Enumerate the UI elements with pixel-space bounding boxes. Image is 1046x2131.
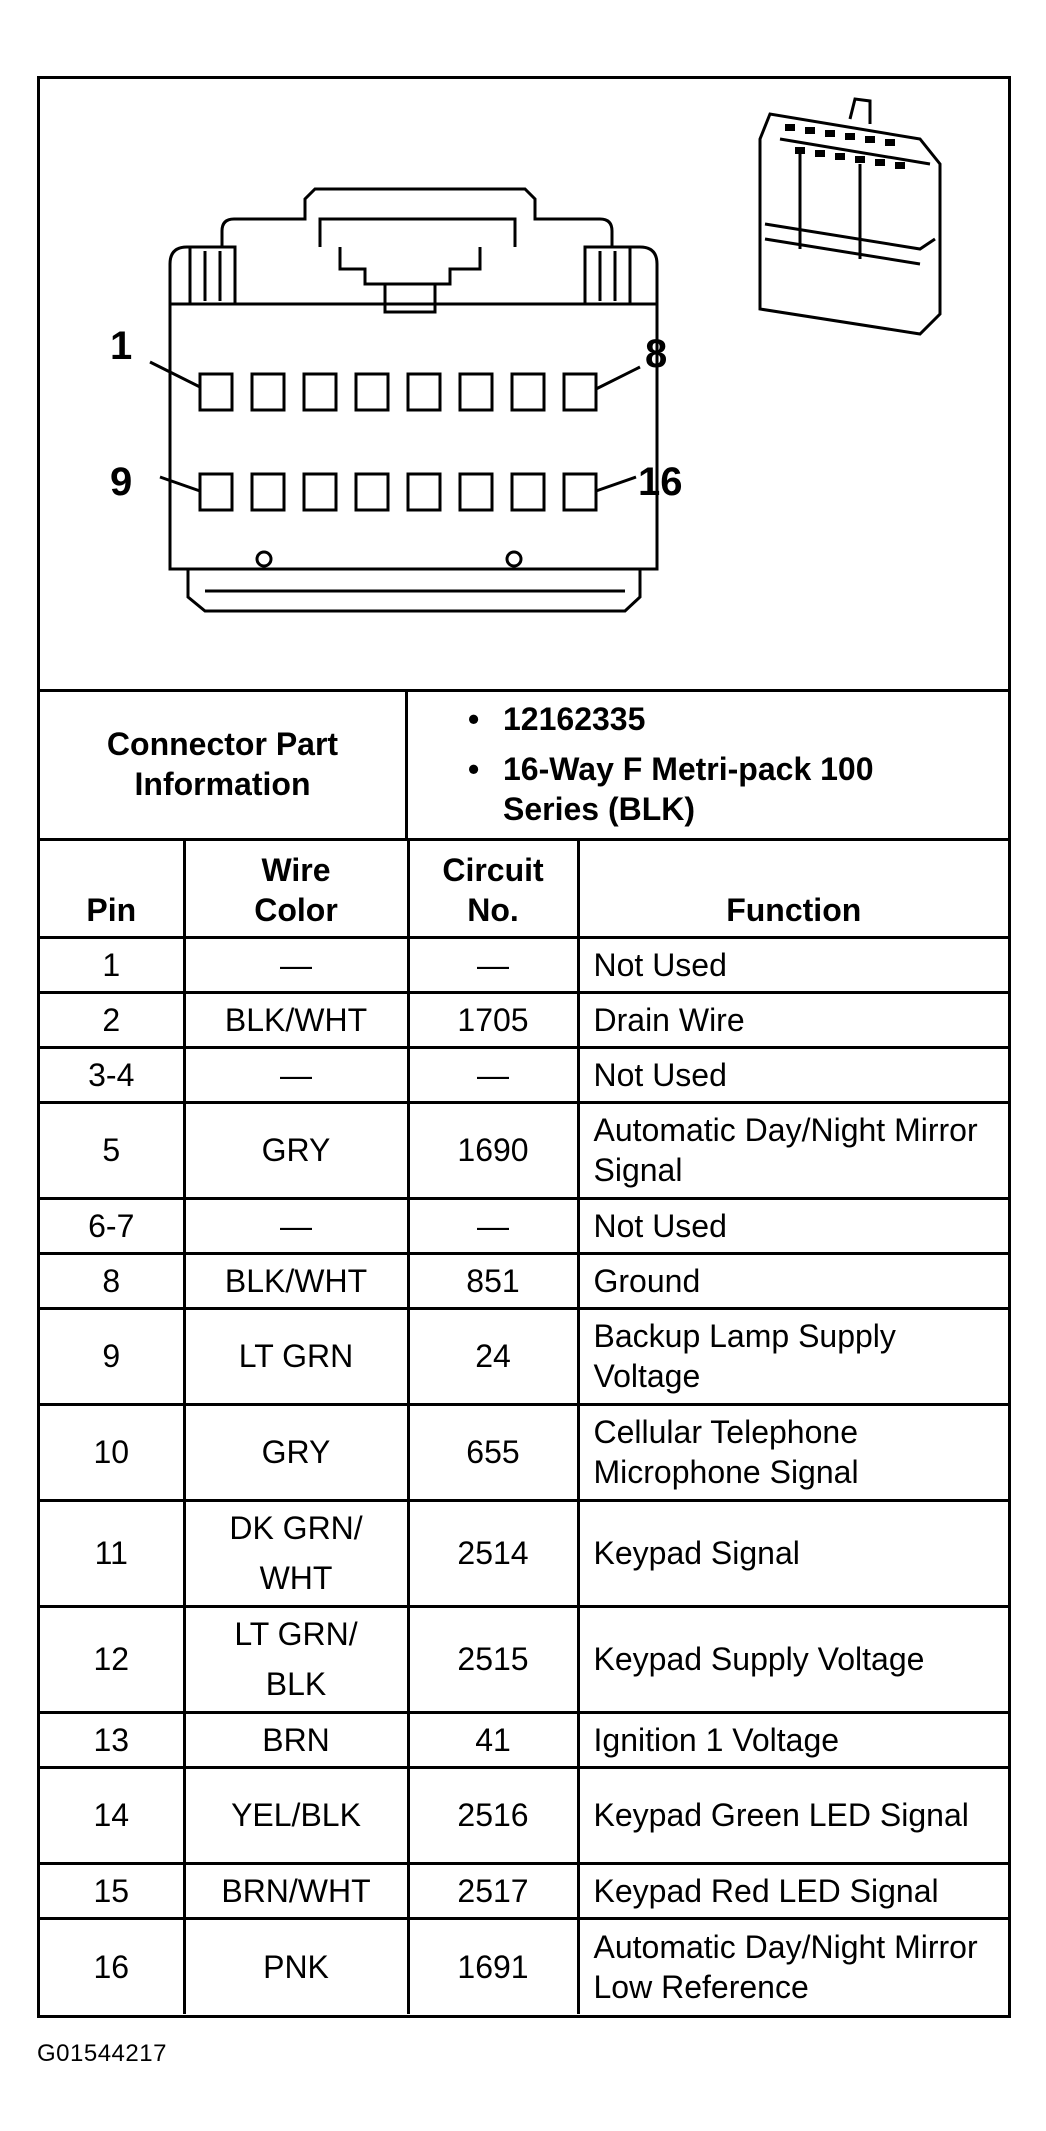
function-cell: Not Used [578,937,1008,992]
pin-cell: 16 [40,1918,184,2014]
circuit-cell: 2514 [408,1500,578,1606]
circuit-cell: 2515 [408,1606,578,1712]
circuit-cell: 655 [408,1404,578,1500]
table-header-row [40,841,1008,937]
function-cell: Ignition 1 Voltage [578,1712,1008,1767]
function-cell: Backup Lamp Supply Voltage [578,1308,1008,1404]
pin-cell: 1 [40,937,184,992]
function-cell: Keypad Green LED Signal [578,1767,1008,1863]
part-number-item: • 12162335 [468,701,646,737]
table-row [40,1500,1008,1606]
circuit-cell: 24 [408,1308,578,1404]
circuit-cell: 2516 [408,1767,578,1863]
table-row [40,1047,1008,1102]
figure-id: G01544217 [37,2040,167,2067]
pin-cell: 15 [40,1863,184,1918]
connector-part-info [40,689,1008,841]
connector-face-illustration [40,79,1008,689]
connector-type: 16-Way F Metri-pack 100 Series (BLK) [503,751,874,827]
table-row [40,1404,1008,1500]
wire-color-cell: BLK/WHT [184,1253,408,1308]
connector-type-item: • 16-Way F Metri-pack 100 Series (BLK) [468,749,888,829]
wire-color-cell: YEL/BLK [184,1767,408,1863]
pin-cell: 3-4 [40,1047,184,1102]
connector-end-view-document [37,76,1011,2018]
wire-color-cell: BRN [184,1712,408,1767]
function-cell: Not Used [578,1198,1008,1253]
table-row [40,937,1008,992]
pin-cell: 11 [40,1500,184,1606]
pin-16-label: 16 [638,460,683,504]
table-row [40,1918,1008,2014]
wire-color-cell: PNK [184,1918,408,2014]
circuit-cell: — [408,1047,578,1102]
circuit-cell: 1691 [408,1918,578,2014]
circuit-cell: 1705 [408,992,578,1047]
pinout-table [40,841,1008,2014]
header-function: Function [578,841,1008,937]
circuit-cell: 2517 [408,1863,578,1918]
function-cell: Automatic Day/Night Mirror Signal [578,1102,1008,1198]
pin-1-label: 1 [110,324,133,368]
table-row [40,1767,1008,1863]
wire-color-cell: — [184,1047,408,1102]
circuit-cell: — [408,1198,578,1253]
pin-cell: 9 [40,1308,184,1404]
table-row [40,1712,1008,1767]
pin-cell: 13 [40,1712,184,1767]
wire-color-cell: GRY [184,1404,408,1500]
pin-cell: 12 [40,1606,184,1712]
pin-cell: 10 [40,1404,184,1500]
pin-cell: 5 [40,1102,184,1198]
function-cell: Automatic Day/Night Mirror Low Reference [578,1918,1008,2014]
wire-color-cell: BLK/WHT [184,992,408,1047]
circuit-cell: 41 [408,1712,578,1767]
table-row [40,1863,1008,1918]
function-cell: Drain Wire [578,992,1008,1047]
wire-color-cell: — [184,937,408,992]
wire-color-cell: GRY [184,1102,408,1198]
header-pin: Pin [40,841,184,937]
table-row [40,992,1008,1047]
pin-cell: 14 [40,1767,184,1863]
circuit-cell: 851 [408,1253,578,1308]
pin-cell: 2 [40,992,184,1047]
connector-diagram [40,79,1008,692]
table-row [40,1102,1008,1198]
function-cell: Keypad Red LED Signal [578,1863,1008,1918]
connector-part-label: Connector Part Information [40,689,408,838]
wire-color-cell: LT GRN [184,1308,408,1404]
connector-part-details [408,689,1008,838]
function-cell: Keypad Signal [578,1500,1008,1606]
circuit-cell: — [408,937,578,992]
wire-color-cell: LT GRN/ BLK [184,1606,408,1712]
function-cell: Cellular Telephone Microphone Signal [578,1404,1008,1500]
header-wire-color: Wire Color [184,841,408,937]
pin-cell: 6-7 [40,1198,184,1253]
function-cell: Keypad Supply Voltage [578,1606,1008,1712]
table-row [40,1606,1008,1712]
wire-color-cell: DK GRN/ WHT [184,1500,408,1606]
pin-cell: 8 [40,1253,184,1308]
table-row [40,1253,1008,1308]
table-row [40,1198,1008,1253]
pin-9-label: 9 [110,460,133,504]
function-cell: Not Used [578,1047,1008,1102]
header-circuit-no: Circuit No. [408,841,578,937]
wire-color-cell: — [184,1198,408,1253]
circuit-cell: 1690 [408,1102,578,1198]
pin-8-label: 8 [645,332,668,376]
table-row [40,1308,1008,1404]
function-cell: Ground [578,1253,1008,1308]
wire-color-cell: BRN/WHT [184,1863,408,1918]
part-number: 12162335 [503,701,646,737]
